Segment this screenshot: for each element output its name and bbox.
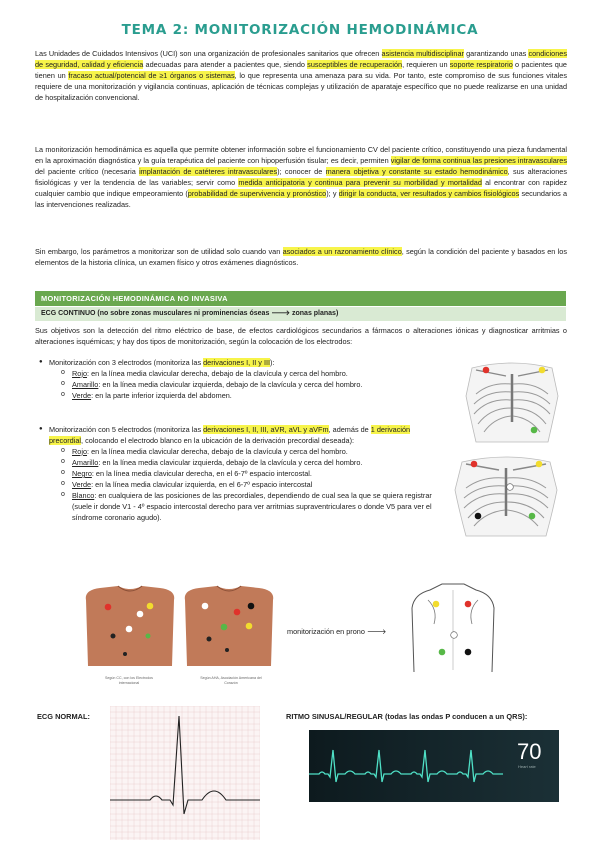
list-three-electrodes: [35, 357, 445, 401]
section-bar: MONITORIZACIÓN HEMODINÁMICA NO INVASIVA: [35, 291, 566, 306]
caption-cc: Según CC, con los Electrodos internacional: [105, 676, 153, 685]
skeleton-3-electrodes-figure: [462, 356, 562, 446]
list-item: o Rojo: en la línea media clavicular derecha, debajo de la clavícula y cerca del hombro.: [59, 446, 437, 457]
list-item: o Negro: en la línea media clavicular derecha, en el 6-7º espacio intercostal.: [59, 468, 437, 479]
prone-label: monitorización en prono 🡒: [287, 627, 387, 636]
paragraph-uci: Las Unidades de Cuidados Intensivos (UCI) son una organización de profesionales sanitarios que ofrecen asistencia multidisciplinar garantizando unas condiciones de seguridad, calidad y eficiencia adecuadas para atender a pacientes que, siendo susceptibles de recuperación, requieren un soporte respiratorio o pacientes que tienen un fracaso actual/potencial de ≥1 órganos o sistemas, lo que representa una amenaza para su vida. Por tanto, este compromiso de sus funciones vitales requiere de una monitorización y vigilancia continuas, aplicación de técnicas complejas y utilización de aparataje específico que no puede realizarse en una unidad de hospitalización convencional.: [35, 49, 567, 102]
subsection-header: ECG CONTINUO (no sobre zonas musculares ni prominencias óseas 🡒 zonas planas): [35, 307, 566, 321]
heart-rate-label: Heart rate: [518, 764, 536, 769]
skeleton-5-electrodes-figure: [450, 450, 562, 540]
page-title: TEMA 2: MONITORIZACIÓN HEMODINÁMICA: [121, 22, 479, 38]
paragraph-objetivos: Sus objetivos son la detección del ritmo eléctrico de base, de efectos cardiológicos secundarios a fármacos o alteraciones iónicas y diagnosticar arritmias o alteraciones isquémicas; y hay dos tipos de monitorización, según la colocación de los electrodos:: [35, 326, 567, 346]
list-five-electrodes: [35, 424, 437, 523]
paragraph-monitorizacion: La monitorización hemodinámica es aquella que permite obtener información sobre el funcionamiento CV del paciente crítico, constituyendo una pieza fundamental en la aproximación diagnóstica y la guía terapéutica del paciente con hipoperfusión tisular; es decir, permiten vigilar de forma continua las presiones intravasculares del paciente crítico (necesaria implantación de catéteres intravasculares); conocer de manera objetiva y constante su estado hemodinámico, sus alteraciones fisiológicas y ver la tendencia de las variables; servir como medida anticipatoria y continua para prevenir su morbilidad y mortalidad al encontrar con rapidez cualquier cambio que indique empeoramiento (probabilidad de supervivencia y pronóstico); y dirigir la conducta, ver resultados y cambios fisiológicos secundarios a las intervenciones realizadas.: [35, 145, 568, 209]
paragraph-parametros: Sin embargo, los parámetros a monitorizar son de utilidad solo cuando van asociados a un razonamiento clínico, según la condición del paciente y basados en los elementos de la historia clínica, un examen físico y otros exámenes diagnósticos.: [35, 247, 567, 267]
list-item: o Verde: en la línea media clavicular izquierda, en el 6-7º espacio intercostal: [59, 479, 437, 490]
list-item: o Amarillo: en la línea media clavicular izquierda, debajo de la clavícula y cerca del hombro.: [59, 457, 437, 468]
list-item: o Amarillo: en la línea media clavicular izquierda, debajo de la clavícula y cerca del hombro.: [59, 379, 445, 390]
list-item: o Blanco: en cualquiera de las posiciones de las precordiales, dependiendo de cual sea la que se quiera registrar (suele ir donde V1 - 4º espacio intercostal derecho para ver arritmias supraventriculares o donde V5 para ver el síndrome coronario agudo).: [59, 490, 437, 523]
caption-aha: Según AHA, Asociación Americana del Corazón: [200, 676, 262, 685]
ritmo-sinusal-label: RITMO SINUSAL/REGULAR (todas las ondas P conducen a un QRS):: [286, 712, 528, 721]
torso-aha-figure: [179, 584, 279, 668]
torso-cc-figure: [80, 584, 180, 668]
monitor-sinus-rhythm-figure: [309, 730, 559, 802]
yellow-electrode-icon: [539, 367, 546, 374]
prone-back-figure: [408, 580, 498, 672]
list-item: o Rojo: en la línea media clavicular derecha, debajo de la clavícula y cerca del hombro.: [59, 368, 445, 379]
list-item: o Verde: en la parte inferior izquierda del abdomen.: [59, 390, 445, 401]
list-item: ● Monitorización con 5 electrodos (monitoriza las derivaciones I, II, III, aVR, aVL y aVFm, además de 1 derivación precordial, colocando el electrodo blanco en la ubicación de la derivación precordial deseada): o Rojo: en la línea media clavicular derecha, debajo de la clavícula y cerca del hombro. o Amarillo: en la línea media clavicular izquierda, debajo de la clavícula y cerca del hombro. o Negro: en la línea media clavicular derecha, en el 6-7º espacio intercostal. o Verde: en la línea media clavicular izquierda, en el 6-7º espacio intercostal o Blanco: en cualquiera de las posiciones de las precordiales, dependiendo de cual sea la que se quiera registrar (suele ir donde V1 - 4º espacio intercostal derecho para ver arritmias supraventriculares o donde V5 para ver el síndrome coronario agudo).: [35, 424, 437, 523]
list-item: ● Monitorización con 3 electrodos (monitoriza las derivaciones I, II y III): o Rojo: en la línea media clavicular derecha, debajo de la clavícula y cerca del hombro. o Amarillo: en la línea media clavicular izquierda, debajo de la clavícula y cerca del hombro. o Verde: en la parte inferior izquierda del abdomen.: [35, 357, 445, 401]
green-electrode-icon: [531, 427, 538, 434]
red-electrode-icon: [483, 367, 490, 374]
heart-rate-value: 70: [517, 739, 542, 764]
ecg-normal-figure: [110, 706, 260, 840]
ecg-normal-label: ECG NORMAL:: [37, 712, 90, 721]
